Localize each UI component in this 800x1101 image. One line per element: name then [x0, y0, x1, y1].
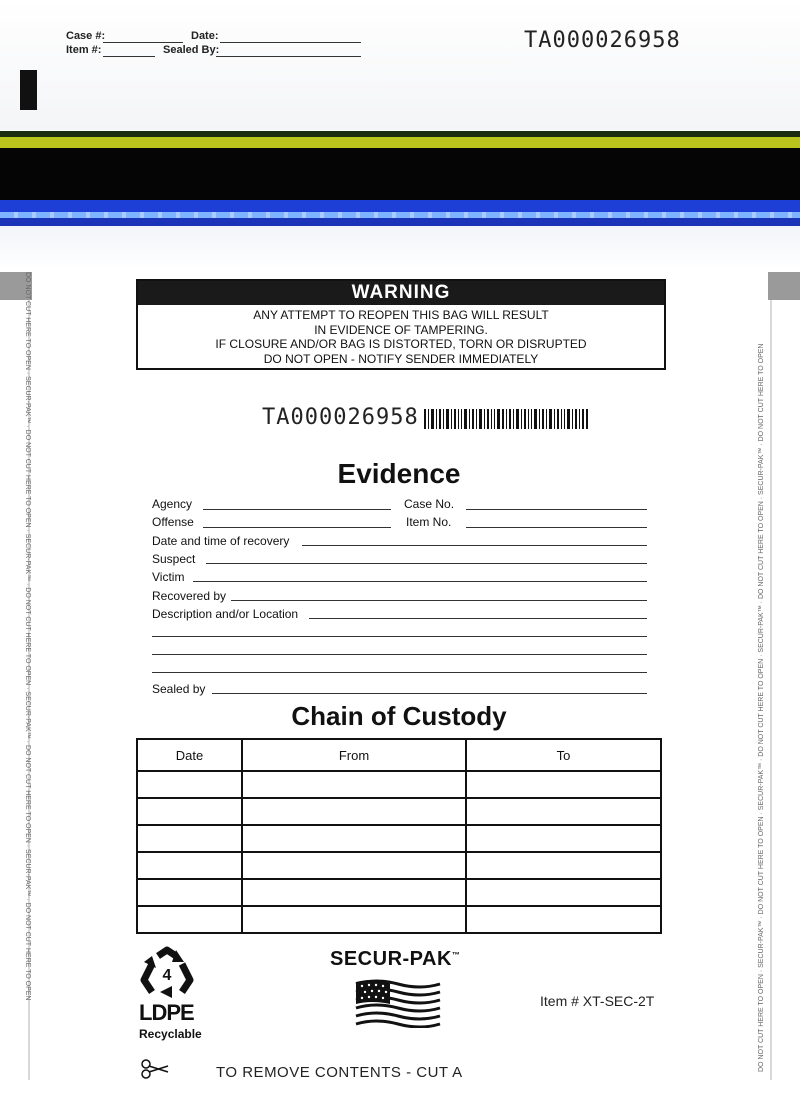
victim-field[interactable] — [193, 581, 647, 582]
suspect-label: Suspect — [152, 552, 196, 566]
sealed-by-label: Sealed by — [152, 682, 206, 696]
flag-icon — [354, 978, 442, 1028]
custody-to-cell[interactable] — [466, 825, 661, 852]
case-no-field[interactable] — [466, 509, 647, 510]
recovery-field[interactable] — [302, 545, 647, 546]
table-row — [137, 771, 661, 798]
table-row — [137, 798, 661, 825]
brand-tm: ™ — [451, 950, 461, 960]
tear-tab — [20, 70, 37, 110]
custody-from-cell[interactable] — [242, 771, 466, 798]
suspect-field[interactable] — [206, 563, 647, 564]
case-line-top — [103, 30, 183, 43]
right-seam — [770, 300, 772, 1080]
offense-field[interactable] — [203, 527, 391, 528]
custody-date-cell[interactable] — [137, 798, 242, 825]
custody-from-cell[interactable] — [242, 879, 466, 906]
custody-header-to: To — [466, 739, 661, 771]
table-row — [137, 852, 661, 879]
victim-label: Victim — [152, 570, 185, 584]
table-row — [137, 825, 661, 852]
right-seam-top — [768, 272, 800, 300]
recycle-number: 4 — [162, 967, 172, 984]
warning-line-3: IF CLOSURE AND/OR BAG IS DISTORTED, TORN OR DISRUPTED — [215, 337, 587, 351]
description-field[interactable] — [309, 618, 647, 619]
item-no-field[interactable] — [466, 527, 647, 528]
evidence-title: Evidence — [337, 458, 461, 489]
stripe-blue — [0, 200, 800, 212]
date-label-top: Date: — [191, 30, 219, 42]
warning-line-1: ANY ATTEMPT TO REOPEN THIS BAG WILL RESULT — [253, 308, 549, 322]
top-flap — [0, 0, 800, 130]
brand-name: SECUR-PAK — [330, 948, 452, 970]
brand-logo — [330, 948, 460, 971]
sealed-by-field[interactable] — [212, 693, 647, 694]
left-seam-text: DO NOT CUT HERE TO OPEN · SECUR-PAK™ · DO NOT CUT HERE TO OPEN · SECUR-PAK™ · DO NOT CUT HERE TO OPEN · SECUR-PAK™ · DO NOT CUT HERE TO OPEN · SECUR-PAK™ · DO NOT CUT HERE TO OPEN — [24, 272, 31, 1001]
custody-to-cell[interactable] — [466, 852, 661, 879]
agency-field[interactable] — [203, 509, 391, 510]
warning-box — [136, 279, 666, 370]
sealed-by-label-top: Sealed By: — [163, 44, 220, 56]
sealed-by-line-top — [216, 44, 361, 57]
custody-from-cell[interactable] — [242, 906, 466, 933]
right-seam-text: DO NOT CUT HERE TO OPEN · SECUR-PAK™ · DO NOT CUT HERE TO OPEN · SECUR-PAK™ · DO NOT CUT HERE TO OPEN · SECUR-PAK™ · DO NOT CUT HERE TO OPEN · SECUR-PAK™ · DO NOT CUT HERE TO OPEN — [758, 343, 765, 1072]
custody-to-cell[interactable] — [466, 798, 661, 825]
description-line-2[interactable] — [152, 636, 647, 637]
custody-header-row — [137, 739, 661, 771]
item-number: Item # XT-SEC-2T — [540, 993, 655, 1009]
stripe-fade — [0, 226, 800, 270]
custody-table — [136, 738, 662, 934]
offense-label: Offense — [152, 515, 194, 529]
recovered-by-field[interactable] — [231, 600, 647, 601]
custody-header-from: From — [242, 739, 466, 771]
recycle-material: LDPE — [139, 1000, 194, 1025]
custody-from-cell[interactable] — [242, 798, 466, 825]
item-label-top: Item #: — [66, 44, 102, 56]
warning-heading: WARNING — [138, 281, 664, 305]
item-line-top — [103, 44, 155, 57]
stripe-black — [0, 148, 800, 200]
custody-header-date: Date — [137, 739, 242, 771]
recycle-icon — [138, 946, 196, 1000]
case-no-label: Case No. — [404, 497, 455, 511]
serial-number-top: TA000026958 — [524, 28, 681, 53]
custody-to-cell[interactable] — [466, 906, 661, 933]
custody-date-cell[interactable] — [137, 879, 242, 906]
custody-date-cell[interactable] — [137, 906, 242, 933]
serial-number: TA000026958 — [262, 405, 419, 430]
date-line-top — [220, 30, 361, 43]
custody-title: Chain of Custody — [291, 701, 507, 731]
barcode-icon — [424, 409, 588, 429]
recycle-word: Recyclable — [139, 1027, 202, 1041]
warning-line-2: IN EVIDENCE OF TAMPERING. — [314, 322, 488, 337]
recovered-by-label: Recovered by — [152, 589, 227, 603]
stripe-blue-bottom — [0, 218, 800, 226]
description-label: Description and/or Location — [152, 607, 299, 621]
custody-to-cell[interactable] — [466, 771, 661, 798]
recovery-label: Date and time of recovery — [152, 534, 290, 548]
agency-label: Agency — [152, 497, 193, 511]
description-line-3[interactable] — [152, 654, 647, 655]
custody-from-cell[interactable] — [242, 825, 466, 852]
case-label-top: Case #: — [66, 30, 106, 42]
stripe-yellow — [0, 137, 800, 148]
remove-contents-text: TO REMOVE CONTENTS - CUT A — [216, 1064, 463, 1081]
custody-to-cell[interactable] — [466, 879, 661, 906]
custody-date-cell[interactable] — [137, 825, 242, 852]
table-row — [137, 879, 661, 906]
warning-line-4: DO NOT OPEN - NOTIFY SENDER IMMEDIATELY — [263, 351, 539, 366]
description-line-4[interactable] — [152, 672, 647, 673]
custody-date-cell[interactable] — [137, 852, 242, 879]
scissors-icon — [140, 1058, 170, 1080]
item-no-label: Item No. — [406, 515, 452, 529]
table-row — [137, 906, 661, 933]
custody-from-cell[interactable] — [242, 852, 466, 879]
custody-date-cell[interactable] — [137, 771, 242, 798]
